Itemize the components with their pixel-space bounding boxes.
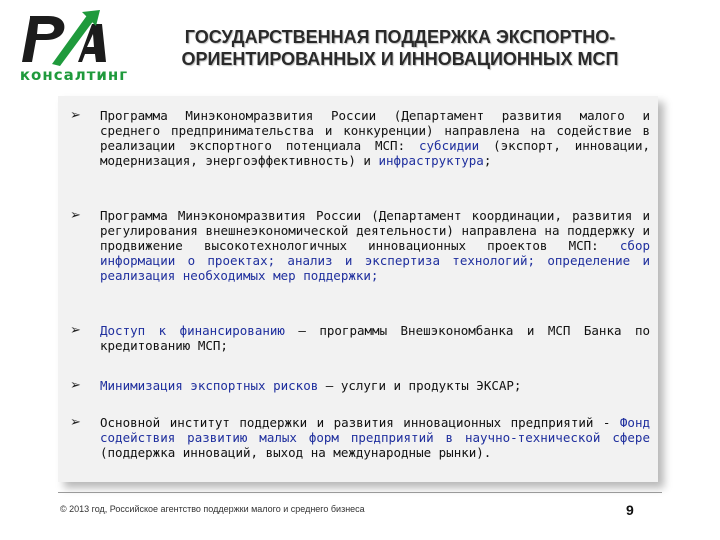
bullet-text-part: (экспорт, инновации, модернизация, энергоэффективность) и xyxy=(100,138,651,168)
bullet-highlight: Доступ к финансированию xyxy=(100,323,285,338)
bullet-text xyxy=(100,378,650,393)
company-logo xyxy=(8,10,140,90)
bullet-highlight: сбор информации о проектах; анализ и экспертиза технологий; определение и реализация необходимых мер поддержки; xyxy=(100,238,650,283)
page-title-line-2: ОРИЕНТИРОВАННЫХ И ИННОВАЦИОННЫХ МСП xyxy=(181,49,619,69)
bullet-text-part: (поддержка инноваций, выход на международные рынки). xyxy=(100,445,492,460)
bullet-text xyxy=(100,415,650,460)
bullet-highlight: инфраструктура xyxy=(378,153,484,168)
bullet-text xyxy=(100,108,650,168)
arrowhead-bullet-icon: ➢ xyxy=(70,208,81,223)
footer-divider xyxy=(58,492,662,493)
footer-copyright: © 2013 год, Российское агентство поддержки малого и среднего бизнеса xyxy=(60,504,365,514)
page-title xyxy=(150,26,650,70)
bullet-text xyxy=(100,323,650,353)
bullet-item xyxy=(70,378,650,393)
bullet-text-part: ; xyxy=(483,153,492,168)
bullet-highlight: Фонд содействия развитию малых форм предприятий в научно-технической сфере xyxy=(100,415,650,445)
arrowhead-bullet-icon: ➢ xyxy=(70,323,81,338)
bullet-text-part: – программы Внешэкономбанка и МСП Банка по кредитованию МСП; xyxy=(100,323,650,353)
bullet-text xyxy=(100,208,650,283)
bullet-highlight: субсидии xyxy=(419,138,480,153)
arrowhead-bullet-icon: ➢ xyxy=(70,415,81,430)
bullet-text-part: Программа Минэкономразвития России (Департамент координации, развития и регулирования внешнеэкономической деятельности) направлена на поддержку и продвижение высокотехнологичных инновационных проектов МСП: xyxy=(100,208,650,253)
logo-mark xyxy=(8,10,140,68)
page-title-line-1: ГОСУДАРСТВЕННАЯ ПОДДЕРЖКА ЭКСПОРТНО- xyxy=(184,27,616,47)
bullet-highlight: Минимизация экспортных рисков xyxy=(100,378,319,393)
logo-caption: консалтинг xyxy=(19,66,129,84)
page-number: 9 xyxy=(626,502,634,518)
bullet-item xyxy=(70,208,650,283)
bullet-text-part: Программа Минэкономразвития России (Департамент развития малого и среднего предпринимательства и конкуренции) направлена на содействие в реализации экспортного потенциала МСП: xyxy=(100,108,650,153)
bullet-text-part: Основной институт поддержки и развития инновационных предприятий - xyxy=(100,415,620,430)
arrowhead-bullet-icon: ➢ xyxy=(70,378,81,393)
bullet-item xyxy=(70,108,650,168)
arrowhead-bullet-icon: ➢ xyxy=(70,108,81,123)
bullet-item xyxy=(70,415,650,460)
bullet-text-part: – услуги и продукты ЭКСАР; xyxy=(318,378,522,393)
bullet-item xyxy=(70,323,650,353)
